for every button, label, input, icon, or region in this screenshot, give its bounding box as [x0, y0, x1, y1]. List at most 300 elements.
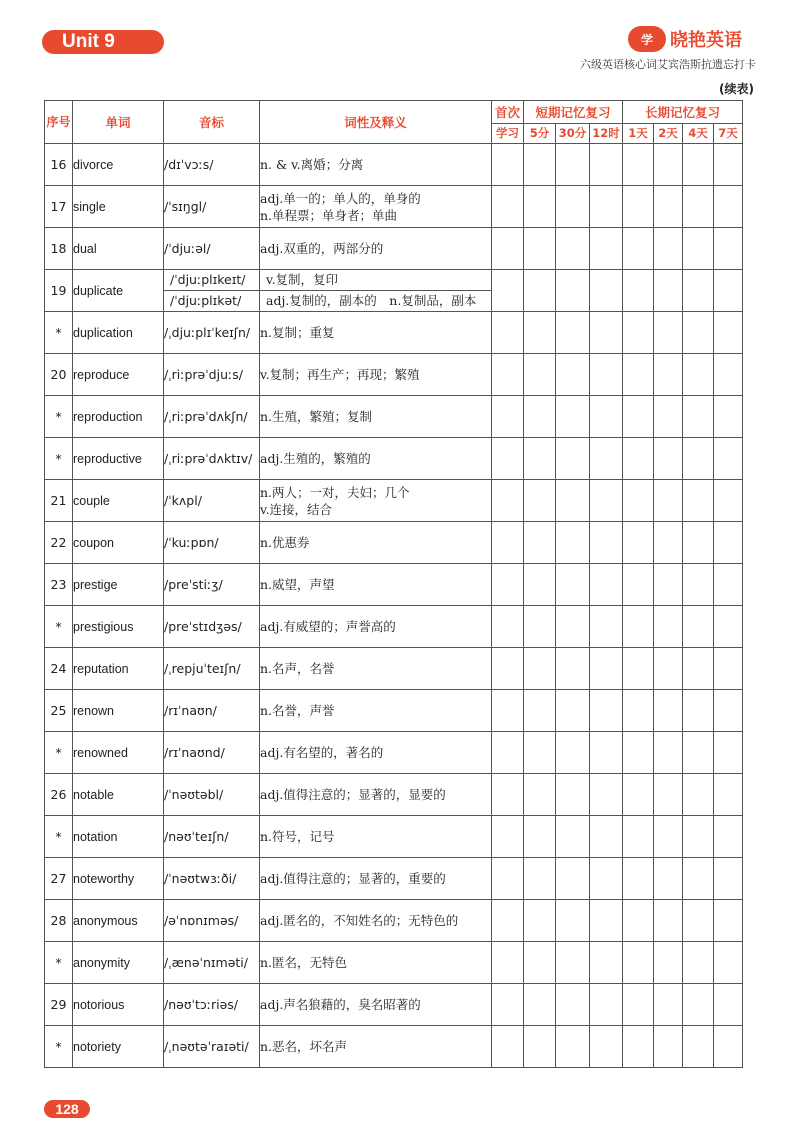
review-checkbox[interactable]: [623, 396, 654, 438]
meaning-line: n.威望，声望: [260, 577, 335, 592]
review-checkbox[interactable]: [556, 984, 590, 1026]
review-checkbox[interactable]: [683, 438, 714, 480]
row-number: 23: [45, 564, 73, 606]
row-word: coupon: [73, 522, 164, 564]
row-meaning: [260, 1026, 492, 1068]
review-checkbox[interactable]: [654, 564, 683, 606]
meaning-line: adj.生殖的，繁殖的: [260, 451, 371, 466]
review-checkbox[interactable]: [556, 354, 590, 396]
review-checkbox[interactable]: [492, 648, 524, 690]
review-checkbox[interactable]: [623, 942, 654, 984]
row-meaning: [260, 522, 492, 564]
review-checkbox[interactable]: [623, 312, 654, 354]
review-checkbox[interactable]: [524, 942, 556, 984]
row-meaning: [260, 312, 492, 354]
meaning-line: n.恶名，坏名声: [260, 1039, 348, 1054]
row-number: 26: [45, 774, 73, 816]
review-checkbox[interactable]: [492, 732, 524, 774]
meaning-line: adj.值得注意的；显著的，显要的: [260, 787, 446, 802]
meaning-line: n.两人；一对，夫妇；几个: [260, 484, 410, 500]
review-checkbox[interactable]: [714, 522, 743, 564]
review-checkbox[interactable]: [556, 228, 590, 270]
review-checkbox[interactable]: [492, 186, 524, 228]
row-meaning: [260, 354, 492, 396]
review-checkbox[interactable]: [654, 480, 683, 522]
review-checkbox[interactable]: [556, 186, 590, 228]
row-word: noteworthy: [73, 858, 164, 900]
review-checkbox[interactable]: [590, 270, 623, 312]
row-number: 19: [45, 270, 73, 312]
row-ipa: /nəʊˈtɔːriəs/: [164, 984, 260, 1026]
review-checkbox[interactable]: [714, 816, 743, 858]
review-checkbox[interactable]: [590, 816, 623, 858]
review-checkbox[interactable]: [556, 396, 590, 438]
row-meaning: [260, 648, 492, 690]
review-checkbox[interactable]: [683, 270, 714, 312]
review-checkbox[interactable]: [714, 648, 743, 690]
row-word: notorious: [73, 984, 164, 1026]
meaning-line: n.复制；重复: [260, 325, 335, 340]
review-checkbox[interactable]: [654, 144, 683, 186]
review-checkbox[interactable]: [683, 522, 714, 564]
review-checkbox[interactable]: [623, 480, 654, 522]
review-checkbox[interactable]: [524, 984, 556, 1026]
table-row: [45, 522, 743, 564]
review-checkbox[interactable]: [654, 690, 683, 732]
review-checkbox[interactable]: [623, 816, 654, 858]
review-checkbox[interactable]: [654, 942, 683, 984]
review-checkbox[interactable]: [590, 186, 623, 228]
row-meaning: [260, 564, 492, 606]
review-checkbox[interactable]: [524, 522, 556, 564]
review-checkbox[interactable]: [623, 606, 654, 648]
row-number: 27: [45, 858, 73, 900]
meaning-line: n. & v.离婚；分离: [260, 157, 364, 172]
review-checkbox[interactable]: [492, 774, 524, 816]
review-checkbox[interactable]: [714, 942, 743, 984]
review-checkbox[interactable]: [623, 270, 654, 312]
review-checkbox[interactable]: [590, 438, 623, 480]
review-checkbox[interactable]: [492, 984, 524, 1026]
row-ipa: /rɪˈnaʊnd/: [164, 732, 260, 774]
review-checkbox[interactable]: [590, 312, 623, 354]
meaning-line: n.生殖，繁殖；复制: [260, 409, 373, 424]
review-checkbox[interactable]: [590, 942, 623, 984]
review-checkbox[interactable]: [714, 984, 743, 1026]
row-ipa: /ˌdjuːplɪˈkeɪʃn/: [164, 312, 260, 354]
table-row: [45, 816, 743, 858]
review-checkbox[interactable]: [556, 270, 590, 312]
col-long-sub: 4天: [683, 124, 714, 144]
meaning-line: n.单程票；单身者；单曲: [260, 207, 398, 223]
review-checkbox[interactable]: [714, 186, 743, 228]
row-number: 20: [45, 354, 73, 396]
brand-logo-icon: 学: [628, 26, 666, 52]
review-checkbox[interactable]: [654, 396, 683, 438]
meaning-line: adj.声名狼藉的，臭名昭著的: [260, 997, 421, 1012]
review-checkbox[interactable]: [654, 438, 683, 480]
row-number: 16: [45, 144, 73, 186]
review-checkbox[interactable]: [654, 312, 683, 354]
review-checkbox[interactable]: [556, 900, 590, 942]
review-checkbox[interactable]: [492, 228, 524, 270]
row-number: 25: [45, 690, 73, 732]
review-checkbox[interactable]: [492, 396, 524, 438]
row-word: anonymity: [73, 942, 164, 984]
row-word: duplication: [73, 312, 164, 354]
review-checkbox[interactable]: [492, 438, 524, 480]
review-checkbox[interactable]: [683, 396, 714, 438]
review-checkbox[interactable]: [683, 480, 714, 522]
row-meaning: [260, 186, 492, 228]
review-checkbox[interactable]: [654, 606, 683, 648]
review-checkbox[interactable]: [654, 270, 683, 312]
row-meaning: [260, 984, 492, 1026]
col-meaning-header: 词性及释义: [260, 101, 492, 144]
review-checkbox[interactable]: [492, 480, 524, 522]
review-checkbox[interactable]: [683, 816, 714, 858]
review-checkbox[interactable]: [556, 732, 590, 774]
row-number: 18: [45, 228, 73, 270]
review-checkbox[interactable]: [524, 312, 556, 354]
row-ipa: /ˈkuːpɒn/: [164, 522, 260, 564]
review-checkbox[interactable]: [524, 354, 556, 396]
review-checkbox[interactable]: [714, 270, 743, 312]
review-checkbox[interactable]: [683, 186, 714, 228]
review-checkbox[interactable]: [654, 984, 683, 1026]
review-checkbox[interactable]: [623, 858, 654, 900]
review-checkbox[interactable]: [556, 942, 590, 984]
review-checkbox[interactable]: [590, 900, 623, 942]
review-checkbox[interactable]: [623, 228, 654, 270]
col-short-sub: 12时: [590, 124, 623, 144]
review-checkbox[interactable]: [556, 312, 590, 354]
review-checkbox[interactable]: [683, 942, 714, 984]
review-checkbox[interactable]: [556, 816, 590, 858]
review-checkbox[interactable]: [683, 228, 714, 270]
meaning-line: adj.单一的；单人的，单身的: [260, 190, 421, 206]
review-checkbox[interactable]: [714, 144, 743, 186]
table-row: [45, 270, 743, 312]
review-checkbox[interactable]: [492, 942, 524, 984]
review-checkbox[interactable]: [556, 522, 590, 564]
meaning-line: n.名声，名誉: [260, 661, 335, 676]
review-checkbox[interactable]: [623, 144, 654, 186]
review-checkbox[interactable]: [524, 186, 556, 228]
review-checkbox[interactable]: [524, 774, 556, 816]
review-checkbox[interactable]: [590, 396, 623, 438]
row-word: renown: [73, 690, 164, 732]
review-checkbox[interactable]: [683, 900, 714, 942]
row-meaning: [260, 144, 492, 186]
row-meaning: [260, 396, 492, 438]
review-checkbox[interactable]: [492, 690, 524, 732]
review-checkbox[interactable]: [524, 648, 556, 690]
table-row: [45, 606, 743, 648]
col-short-sub: 5分: [524, 124, 556, 144]
row-ipa: /əˈnɒnɪməs/: [164, 900, 260, 942]
review-checkbox[interactable]: [492, 354, 524, 396]
review-checkbox[interactable]: [590, 354, 623, 396]
review-checkbox[interactable]: [492, 900, 524, 942]
review-checkbox[interactable]: [590, 144, 623, 186]
review-checkbox[interactable]: [683, 312, 714, 354]
review-checkbox[interactable]: [492, 858, 524, 900]
review-checkbox[interactable]: [556, 480, 590, 522]
unit-badge: Unit 9: [42, 30, 164, 54]
review-checkbox[interactable]: [654, 354, 683, 396]
row-word: anonymous: [73, 900, 164, 942]
review-checkbox[interactable]: [556, 648, 590, 690]
row-ipa: /ˈkʌpl/: [164, 480, 260, 522]
review-checkbox[interactable]: [623, 732, 654, 774]
review-checkbox[interactable]: [524, 858, 556, 900]
review-checkbox[interactable]: [714, 438, 743, 480]
review-checkbox[interactable]: [590, 1026, 623, 1068]
review-checkbox[interactable]: [683, 648, 714, 690]
review-checkbox[interactable]: [714, 228, 743, 270]
row-number: *: [45, 438, 73, 480]
brand-subtitle: 六级英语核心词艾宾浩斯抗遗忘打卡: [580, 58, 756, 71]
table-header-row: [45, 101, 743, 124]
row-ipa: /ˌnəʊtəˈraɪəti/: [164, 1026, 260, 1068]
row-meaning: [260, 816, 492, 858]
review-checkbox[interactable]: [590, 774, 623, 816]
row-meaning: [260, 270, 492, 312]
row-word: reproduce: [73, 354, 164, 396]
review-checkbox[interactable]: [524, 690, 556, 732]
review-checkbox[interactable]: [714, 396, 743, 438]
review-checkbox[interactable]: [623, 984, 654, 1026]
table-row: [45, 858, 743, 900]
row-word: prestige: [73, 564, 164, 606]
meaning-line: adj.值得注意的；显著的，重要的: [260, 871, 446, 886]
table-row: [45, 900, 743, 942]
row-meaning: [260, 480, 492, 522]
row-ipa: [164, 270, 260, 312]
review-checkbox[interactable]: [654, 858, 683, 900]
review-checkbox[interactable]: [714, 564, 743, 606]
review-checkbox[interactable]: [524, 438, 556, 480]
row-word: prestigious: [73, 606, 164, 648]
review-checkbox[interactable]: [714, 732, 743, 774]
review-checkbox[interactable]: [654, 228, 683, 270]
review-checkbox[interactable]: [623, 522, 654, 564]
row-ipa: /ˈnəʊtəbl/: [164, 774, 260, 816]
row-word: reputation: [73, 648, 164, 690]
col-first-sub: 学习: [492, 124, 524, 144]
review-checkbox[interactable]: [492, 144, 524, 186]
row-word: divorce: [73, 144, 164, 186]
review-checkbox[interactable]: [683, 606, 714, 648]
review-checkbox[interactable]: [683, 732, 714, 774]
review-checkbox[interactable]: [524, 732, 556, 774]
row-word: notable: [73, 774, 164, 816]
col-long-sub: 7天: [714, 124, 743, 144]
review-checkbox[interactable]: [590, 564, 623, 606]
review-checkbox[interactable]: [590, 690, 623, 732]
review-checkbox[interactable]: [623, 186, 654, 228]
review-checkbox[interactable]: [492, 564, 524, 606]
row-number: *: [45, 816, 73, 858]
review-checkbox[interactable]: [524, 396, 556, 438]
row-number: 22: [45, 522, 73, 564]
row-ipa: /dɪˈvɔːs/: [164, 144, 260, 186]
review-checkbox[interactable]: [714, 1026, 743, 1068]
review-checkbox[interactable]: [623, 648, 654, 690]
page-number: 128: [44, 1100, 90, 1118]
row-word: dual: [73, 228, 164, 270]
meaning-line: n.优惠券: [260, 535, 310, 550]
review-checkbox[interactable]: [714, 774, 743, 816]
review-checkbox[interactable]: [714, 900, 743, 942]
row-number: *: [45, 1026, 73, 1068]
review-checkbox[interactable]: [654, 732, 683, 774]
review-checkbox[interactable]: [524, 606, 556, 648]
review-checkbox[interactable]: [556, 690, 590, 732]
ipa-noun-adj: /ˈdjuːplɪkət/: [170, 293, 242, 308]
table-row: [45, 312, 743, 354]
brand-name: 晓艳英语: [670, 30, 742, 51]
review-checkbox[interactable]: [590, 984, 623, 1026]
review-checkbox[interactable]: [683, 984, 714, 1026]
review-checkbox[interactable]: [714, 354, 743, 396]
meaning-line: v.复制，复印: [260, 270, 491, 291]
review-checkbox[interactable]: [556, 858, 590, 900]
row-meaning: [260, 606, 492, 648]
review-checkbox[interactable]: [492, 270, 524, 312]
meaning-line: adj.双重的，两部分的: [260, 241, 384, 256]
row-word: reproduction: [73, 396, 164, 438]
review-checkbox[interactable]: [492, 312, 524, 354]
row-ipa: /preˈstɪdʒəs/: [164, 606, 260, 648]
review-checkbox[interactable]: [683, 354, 714, 396]
meaning-line: adj.有名望的，著名的: [260, 745, 384, 760]
review-checkbox[interactable]: [590, 522, 623, 564]
table-row: [45, 1026, 743, 1068]
table-row: [45, 732, 743, 774]
review-checkbox[interactable]: [714, 312, 743, 354]
review-checkbox[interactable]: [683, 144, 714, 186]
review-checkbox[interactable]: [590, 606, 623, 648]
table-row: [45, 438, 743, 480]
review-checkbox[interactable]: [654, 648, 683, 690]
table-row: [45, 480, 743, 522]
review-checkbox[interactable]: [524, 900, 556, 942]
col-long-sub: 2天: [654, 124, 683, 144]
review-checkbox[interactable]: [683, 564, 714, 606]
table-row: [45, 774, 743, 816]
review-checkbox[interactable]: [623, 438, 654, 480]
review-checkbox[interactable]: [714, 606, 743, 648]
col-long-sub: 1天: [623, 124, 654, 144]
review-checkbox[interactable]: [556, 438, 590, 480]
row-number: 28: [45, 900, 73, 942]
table-row: [45, 396, 743, 438]
vocab-table: [44, 100, 743, 1068]
review-checkbox[interactable]: [524, 228, 556, 270]
col-long-header: 长期记忆复习: [623, 101, 743, 124]
review-checkbox[interactable]: [654, 774, 683, 816]
review-checkbox[interactable]: [654, 1026, 683, 1068]
review-checkbox[interactable]: [492, 1026, 524, 1068]
review-checkbox[interactable]: [623, 900, 654, 942]
review-checkbox[interactable]: [590, 732, 623, 774]
col-word-header: 单词: [73, 101, 164, 144]
review-checkbox[interactable]: [590, 648, 623, 690]
review-checkbox[interactable]: [714, 480, 743, 522]
review-checkbox[interactable]: [623, 564, 654, 606]
meaning-line: n.匿名，无特色: [260, 955, 348, 970]
table-row: [45, 984, 743, 1026]
review-checkbox[interactable]: [556, 144, 590, 186]
review-checkbox[interactable]: [654, 522, 683, 564]
review-checkbox[interactable]: [524, 816, 556, 858]
review-checkbox[interactable]: [714, 690, 743, 732]
row-word: notation: [73, 816, 164, 858]
row-word: reproductive: [73, 438, 164, 480]
ipa-verb: /ˈdjuːplɪkeɪt/: [164, 270, 259, 291]
review-checkbox[interactable]: [556, 774, 590, 816]
col-num-header: 序号: [45, 101, 73, 144]
review-checkbox[interactable]: [524, 564, 556, 606]
review-checkbox[interactable]: [623, 690, 654, 732]
row-ipa: /rɪˈnaʊn/: [164, 690, 260, 732]
review-checkbox[interactable]: [623, 774, 654, 816]
review-checkbox[interactable]: [683, 858, 714, 900]
review-checkbox[interactable]: [683, 690, 714, 732]
review-checkbox[interactable]: [556, 1026, 590, 1068]
review-checkbox[interactable]: [590, 480, 623, 522]
row-meaning: [260, 858, 492, 900]
review-checkbox[interactable]: [524, 270, 556, 312]
table-row: [45, 228, 743, 270]
row-word: duplicate: [73, 270, 164, 312]
review-checkbox[interactable]: [556, 564, 590, 606]
review-checkbox[interactable]: [556, 606, 590, 648]
row-meaning: [260, 900, 492, 942]
review-checkbox[interactable]: [654, 816, 683, 858]
row-meaning: [260, 438, 492, 480]
row-number: *: [45, 312, 73, 354]
review-checkbox[interactable]: [524, 144, 556, 186]
table-row: [45, 144, 743, 186]
review-checkbox[interactable]: [623, 354, 654, 396]
review-checkbox[interactable]: [654, 900, 683, 942]
review-checkbox[interactable]: [714, 858, 743, 900]
table-row: [45, 354, 743, 396]
review-checkbox[interactable]: [590, 858, 623, 900]
meaning-line: n.名誉，声誉: [260, 703, 335, 718]
review-checkbox[interactable]: [492, 816, 524, 858]
review-checkbox[interactable]: [492, 606, 524, 648]
review-checkbox[interactable]: [492, 522, 524, 564]
row-ipa: /preˈstiːʒ/: [164, 564, 260, 606]
row-word: notoriety: [73, 1026, 164, 1068]
row-ipa: /ˈdjuːəl/: [164, 228, 260, 270]
review-checkbox[interactable]: [683, 1026, 714, 1068]
row-ipa: /ˌrepjuˈteɪʃn/: [164, 648, 260, 690]
table-row: [45, 690, 743, 732]
row-meaning: [260, 228, 492, 270]
review-checkbox[interactable]: [590, 228, 623, 270]
review-checkbox[interactable]: [683, 774, 714, 816]
row-ipa: /ˌriːprəˈdʌktɪv/: [164, 438, 260, 480]
review-checkbox[interactable]: [524, 1026, 556, 1068]
review-checkbox[interactable]: [623, 1026, 654, 1068]
review-checkbox[interactable]: [654, 186, 683, 228]
review-checkbox[interactable]: [524, 480, 556, 522]
